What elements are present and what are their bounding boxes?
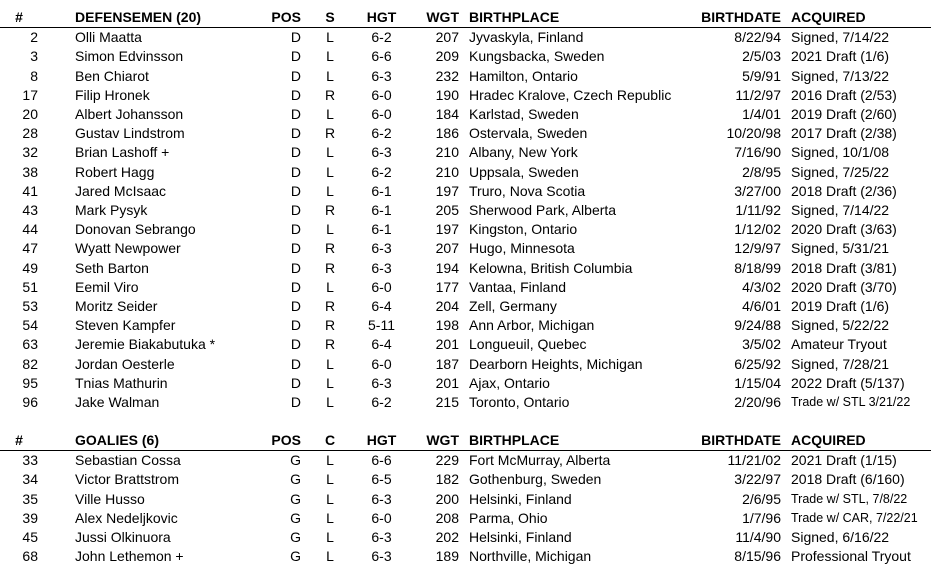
player-number: 28 — [22, 125, 38, 142]
player-hand: L — [326, 471, 334, 488]
player-position: D — [290, 355, 301, 372]
player-position: D — [290, 86, 301, 103]
player-weight: 184 — [435, 106, 459, 123]
player-position: G — [290, 471, 301, 488]
player-birthplace: Hugo, Minnesota — [469, 240, 575, 257]
player-birthdate: 8/18/99 — [734, 259, 781, 276]
player-birthplace: Fort McMurray, Alberta — [469, 452, 611, 469]
player-weight: 186 — [435, 125, 459, 142]
player-birthplace: Kingston, Ontario — [469, 221, 578, 238]
player-hand: R — [324, 317, 336, 334]
player-position: D — [290, 29, 301, 46]
table-row — [0, 28, 931, 48]
player-birthplace: Vantaa, Finland — [469, 278, 567, 295]
player-height: 6-2 — [371, 29, 392, 46]
player-hand: R — [324, 336, 336, 353]
player-weight: 194 — [435, 259, 459, 276]
header-position: POS — [256, 8, 301, 28]
player-name: Ben Chiarot — [75, 67, 149, 84]
player-name: Jordan Oesterle — [75, 355, 175, 372]
player-hand: L — [326, 144, 334, 161]
player-birthplace: Helsinki, Finland — [469, 490, 572, 507]
player-hand: L — [326, 182, 334, 199]
player-birthdate: 1/11/92 — [735, 202, 781, 219]
player-weight: 207 — [435, 240, 459, 257]
player-birthdate: 6/25/92 — [734, 355, 781, 372]
header-section-title: DEFENSEMEN (20) — [75, 8, 256, 28]
player-position: D — [290, 163, 301, 180]
table-row — [0, 278, 931, 297]
player-acquired: Trade w/ CAR, 7/22/21 — [791, 510, 918, 525]
player-birthplace: Kungsbacka, Sweden — [469, 48, 605, 65]
table-row — [0, 86, 931, 105]
player-acquired: 2016 Draft (2/53) — [791, 86, 897, 103]
table-row — [0, 374, 931, 393]
player-number: 43 — [22, 202, 38, 219]
player-position: D — [290, 278, 301, 295]
player-name: Moritz Seider — [75, 298, 158, 315]
player-birthdate: 4/6/01 — [742, 298, 781, 315]
header-acquired: ACQUIRED — [791, 8, 931, 28]
player-acquired: Trade w/ STL 3/21/22 — [791, 395, 911, 410]
player-birthplace: Northville, Michigan — [469, 548, 592, 565]
player-position: D — [290, 336, 301, 353]
player-number: 8 — [30, 67, 38, 84]
player-height: 6-1 — [371, 182, 392, 199]
player-number: 47 — [22, 240, 38, 257]
table-row — [0, 470, 931, 489]
player-number: 32 — [22, 144, 38, 161]
player-weight: 187 — [435, 355, 459, 372]
player-name: Victor Brattstrom — [75, 471, 179, 488]
player-birthdate: 2/8/95 — [742, 163, 781, 180]
table-row — [0, 297, 931, 316]
player-height: 6-0 — [371, 106, 392, 123]
player-weight: 189 — [435, 548, 459, 565]
player-hand: L — [326, 374, 334, 391]
player-weight: 201 — [435, 374, 459, 391]
player-weight: 190 — [435, 86, 459, 103]
player-height: 6-3 — [371, 67, 392, 84]
player-position: G — [290, 452, 301, 469]
player-name: Brian Lashoff + — [75, 144, 170, 161]
header-weight: WGT — [404, 8, 459, 28]
player-birthplace: Toronto, Ontario — [469, 394, 570, 411]
player-name: Steven Kampfer — [75, 317, 176, 334]
player-weight: 210 — [435, 163, 459, 180]
player-position: G — [290, 509, 301, 526]
player-weight: 209 — [435, 48, 459, 65]
player-acquired: Signed, 7/28/21 — [791, 355, 890, 372]
player-birthdate: 3/22/97 — [734, 471, 781, 488]
player-birthplace: Gothenburg, Sweden — [469, 471, 602, 488]
table-row — [0, 143, 931, 162]
player-birthplace: Uppsala, Sweden — [469, 163, 579, 180]
player-weight: 215 — [435, 394, 459, 411]
player-position: D — [290, 394, 301, 411]
player-birthplace: Dearborn Heights, Michigan — [469, 355, 643, 372]
player-birthdate: 4/3/02 — [742, 278, 781, 295]
player-birthplace: Sherwood Park, Alberta — [469, 202, 617, 219]
header-height: HGT — [359, 8, 404, 28]
table-row — [0, 393, 931, 412]
player-birthdate: 12/9/97 — [734, 240, 781, 257]
player-height: 6-0 — [371, 278, 392, 295]
table-row — [0, 201, 931, 220]
player-acquired: 2022 Draft (5/137) — [791, 374, 905, 391]
header-birthplace: BIRTHPLACE — [469, 431, 685, 451]
player-birthplace: Hamilton, Ontario — [469, 67, 578, 84]
table-row — [0, 528, 931, 547]
player-name: Jussi Olkinuora — [75, 529, 171, 546]
player-birthplace: Albany, New York — [469, 144, 578, 161]
player-weight: 200 — [435, 490, 459, 507]
player-acquired: 2021 Draft (1/15) — [791, 452, 897, 469]
header-birthplace: BIRTHPLACE — [469, 8, 685, 28]
player-acquired: 2018 Draft (3/81) — [791, 259, 897, 276]
player-acquired: 2019 Draft (2/60) — [791, 106, 897, 123]
player-name: Eemil Viro — [75, 278, 139, 295]
player-name: Jared McIsaac — [75, 182, 167, 199]
player-acquired: 2020 Draft (3/70) — [791, 278, 897, 295]
player-number: 41 — [22, 182, 38, 199]
header-acquired: ACQUIRED — [791, 431, 931, 451]
player-hand: L — [326, 29, 334, 46]
player-name: Ville Husso — [75, 490, 145, 507]
player-weight: 210 — [435, 144, 459, 161]
player-number: 96 — [22, 394, 38, 411]
header-catches: C — [301, 431, 359, 451]
player-acquired: Signed, 6/16/22 — [791, 529, 890, 546]
player-position: G — [290, 529, 301, 546]
player-birthdate: 8/22/94 — [734, 29, 781, 46]
player-position: D — [290, 259, 301, 276]
player-birthdate: 1/12/02 — [734, 221, 781, 238]
player-position: D — [290, 221, 301, 238]
player-height: 6-5 — [371, 471, 392, 488]
player-height: 6-2 — [371, 125, 392, 142]
player-name: Jeremie Biakabutuka * — [75, 336, 216, 353]
table-row — [0, 451, 931, 471]
player-acquired: Signed, 5/31/21 — [791, 240, 890, 257]
player-name: Alex Nedeljkovic — [75, 509, 178, 526]
player-name: Mark Pysyk — [75, 202, 148, 219]
player-acquired: Signed, 7/14/22 — [791, 202, 890, 219]
player-name: Tnias Mathurin — [75, 374, 168, 391]
player-number: 34 — [22, 471, 38, 488]
table-row — [0, 47, 931, 66]
player-hand: L — [326, 48, 334, 65]
header-height: HGT — [359, 431, 404, 451]
player-name: Olli Maatta — [75, 29, 142, 46]
player-hand: L — [326, 355, 334, 372]
player-hand: R — [324, 298, 336, 315]
player-birthplace: Karlstad, Sweden — [469, 106, 579, 123]
player-weight: 204 — [435, 298, 459, 315]
player-birthdate: 9/24/88 — [734, 317, 781, 334]
player-name: Robert Hagg — [75, 163, 155, 180]
player-height: 6-3 — [371, 240, 392, 257]
player-height: 6-3 — [371, 144, 392, 161]
player-number: 44 — [22, 221, 38, 238]
player-height: 6-4 — [371, 298, 392, 315]
table-row — [0, 182, 931, 201]
player-acquired: Trade w/ STL, 7/8/22 — [791, 491, 908, 506]
player-birthdate: 1/7/96 — [742, 509, 781, 526]
table-row — [0, 124, 931, 143]
player-acquired: Signed, 7/14/22 — [791, 29, 890, 46]
player-name: Sebastian Cossa — [75, 452, 181, 469]
player-height: 6-3 — [371, 548, 392, 565]
player-hand: L — [326, 163, 334, 180]
player-hand: L — [326, 67, 334, 84]
player-weight: 208 — [435, 509, 459, 526]
player-birthdate: 1/15/04 — [734, 374, 781, 391]
player-position: G — [290, 548, 301, 565]
player-number: 39 — [22, 509, 38, 526]
player-weight: 202 — [435, 529, 459, 546]
player-number: 68 — [22, 548, 38, 565]
goalies-table — [0, 431, 931, 566]
player-birthdate: 2/6/95 — [742, 490, 781, 507]
player-birthplace: Longueuil, Quebec — [469, 336, 587, 353]
player-position: D — [290, 240, 301, 257]
player-hand: L — [326, 221, 334, 238]
player-acquired: 2017 Draft (2/38) — [791, 125, 897, 142]
player-number: 2 — [30, 29, 38, 46]
player-number: 3 — [30, 48, 38, 65]
player-weight: 197 — [435, 182, 459, 199]
player-number: 35 — [22, 490, 38, 507]
player-height: 6-6 — [371, 48, 392, 65]
defensemen-header-row — [0, 8, 931, 28]
player-number: 54 — [22, 317, 38, 334]
player-number: 49 — [22, 259, 38, 276]
player-hand: R — [324, 259, 336, 276]
player-birthplace: Helsinki, Finland — [469, 529, 572, 546]
header-birthdate: BIRTHDATE — [685, 8, 781, 28]
player-number: 53 — [22, 298, 38, 315]
player-birthdate: 11/21/02 — [727, 452, 781, 469]
player-height: 6-3 — [371, 259, 392, 276]
player-number: 17 — [22, 86, 38, 103]
table-row — [0, 335, 931, 354]
player-weight: 197 — [435, 221, 459, 238]
player-birthplace: Ann Arbor, Michigan — [469, 317, 595, 334]
player-number: 51 — [22, 278, 38, 295]
table-row — [0, 259, 931, 278]
player-height: 6-0 — [371, 509, 392, 526]
player-height: 6-1 — [371, 221, 392, 238]
player-hand: L — [326, 529, 334, 546]
player-birthdate: 10/20/98 — [726, 125, 781, 142]
player-weight: 232 — [435, 67, 459, 84]
player-weight: 177 — [435, 278, 459, 295]
player-birthdate: 8/15/96 — [734, 548, 781, 565]
player-number: 63 — [22, 336, 38, 353]
player-position: D — [290, 106, 301, 123]
player-hand: R — [324, 125, 336, 142]
player-acquired: Signed, 7/25/22 — [791, 163, 890, 180]
player-name: Gustav Lindstrom — [75, 125, 185, 142]
header-shoots: S — [301, 8, 359, 28]
player-number: 45 — [22, 529, 38, 546]
player-birthplace: Ajax, Ontario — [469, 374, 550, 391]
header-number: # — [0, 8, 38, 28]
player-name: Simon Edvinsson — [75, 48, 184, 65]
player-birthdate: 3/5/02 — [742, 336, 781, 353]
player-hand: L — [326, 509, 334, 526]
player-height: 5-11 — [368, 317, 395, 334]
table-row — [0, 163, 931, 182]
player-name: Seth Barton — [75, 259, 149, 276]
player-height: 6-0 — [371, 355, 392, 372]
player-height: 6-2 — [371, 394, 392, 411]
player-hand: L — [326, 394, 334, 411]
player-height: 6-3 — [371, 490, 392, 507]
header-birthdate: BIRTHDATE — [685, 431, 781, 451]
player-hand: R — [324, 202, 336, 219]
player-acquired: Signed, 7/13/22 — [791, 67, 890, 84]
table-row — [0, 509, 931, 528]
header-position: POS — [256, 431, 301, 451]
table-row — [0, 490, 931, 509]
player-birthdate: 11/4/90 — [735, 529, 781, 546]
player-birthdate: 2/20/96 — [734, 394, 781, 411]
player-position: D — [290, 374, 301, 391]
player-acquired: 2018 Draft (2/36) — [791, 182, 897, 199]
player-acquired: 2020 Draft (3/63) — [791, 221, 897, 238]
player-position: D — [290, 182, 301, 199]
player-birthplace: Zell, Germany — [469, 298, 557, 315]
player-height: 6-3 — [371, 374, 392, 391]
player-acquired: 2018 Draft (6/160) — [791, 471, 905, 488]
player-position: D — [290, 67, 301, 84]
player-height: 6-6 — [371, 452, 392, 469]
player-birthplace: Truro, Nova Scotia — [469, 182, 586, 199]
player-hand: L — [326, 278, 334, 295]
player-weight: 198 — [435, 317, 459, 334]
player-name: Donovan Sebrango — [75, 221, 196, 238]
player-hand: R — [324, 86, 336, 103]
player-position: D — [290, 48, 301, 65]
player-acquired: 2019 Draft (1/6) — [791, 298, 890, 315]
player-weight: 207 — [435, 29, 459, 46]
player-birthdate: 7/16/90 — [734, 144, 781, 161]
player-position: D — [290, 144, 301, 161]
player-hand: L — [326, 490, 334, 507]
player-acquired: Signed, 5/22/22 — [791, 317, 890, 334]
player-height: 6-0 — [371, 86, 392, 103]
player-name: Filip Hronek — [75, 86, 150, 103]
player-number: 33 — [22, 452, 38, 469]
defensemen-table — [0, 8, 931, 412]
player-height: 6-3 — [371, 529, 392, 546]
player-birthplace: Ostervala, Sweden — [469, 125, 588, 142]
player-name: Albert Johansson — [75, 106, 184, 123]
player-name: Wyatt Newpower — [75, 240, 181, 257]
player-name: John Lethemon + — [75, 548, 184, 565]
player-birthplace: Kelowna, British Columbia — [469, 259, 633, 276]
player-birthdate: 1/4/01 — [742, 106, 781, 123]
player-acquired: 2021 Draft (1/6) — [791, 48, 890, 65]
player-height: 6-2 — [371, 163, 392, 180]
header-number: # — [0, 431, 38, 451]
player-hand: L — [326, 452, 334, 469]
player-position: D — [290, 298, 301, 315]
player-acquired: Signed, 10/1/08 — [791, 144, 890, 161]
table-row — [0, 316, 931, 335]
player-position: D — [290, 125, 301, 142]
player-number: 95 — [22, 374, 38, 391]
table-row — [0, 105, 931, 124]
header-weight: WGT — [404, 431, 459, 451]
player-position: D — [290, 317, 301, 334]
player-weight: 205 — [435, 202, 459, 219]
player-position: D — [290, 202, 301, 219]
table-row — [0, 547, 931, 566]
table-row — [0, 220, 931, 239]
header-section-title: GOALIES (6) — [75, 431, 256, 451]
player-acquired: Professional Tryout — [791, 548, 911, 565]
player-hand: L — [326, 548, 334, 565]
table-row — [0, 355, 931, 374]
goalies-header-row — [0, 431, 931, 451]
player-birthplace: Jyvaskyla, Finland — [469, 29, 584, 46]
player-birthdate: 2/5/03 — [742, 48, 781, 65]
player-weight: 182 — [435, 471, 459, 488]
player-birthdate: 3/27/00 — [734, 182, 781, 199]
player-weight: 201 — [435, 336, 459, 353]
table-row — [0, 239, 931, 258]
player-height: 6-4 — [371, 336, 392, 353]
player-birthplace: Parma, Ohio — [469, 509, 548, 526]
player-number: 20 — [22, 106, 38, 123]
table-row — [0, 67, 931, 86]
player-position: G — [290, 490, 301, 507]
player-hand: R — [324, 240, 336, 257]
player-acquired: Amateur Tryout — [791, 336, 887, 353]
player-birthdate: 11/2/97 — [735, 86, 781, 103]
player-hand: L — [326, 106, 334, 123]
player-number: 38 — [22, 163, 38, 180]
player-birthplace: Hradec Kralove, Czech Republic — [469, 86, 672, 103]
player-birthdate: 5/9/91 — [742, 67, 781, 84]
player-height: 6-1 — [371, 202, 392, 219]
player-name: Jake Walman — [75, 394, 160, 411]
player-weight: 229 — [435, 452, 459, 469]
player-number: 82 — [22, 355, 38, 372]
